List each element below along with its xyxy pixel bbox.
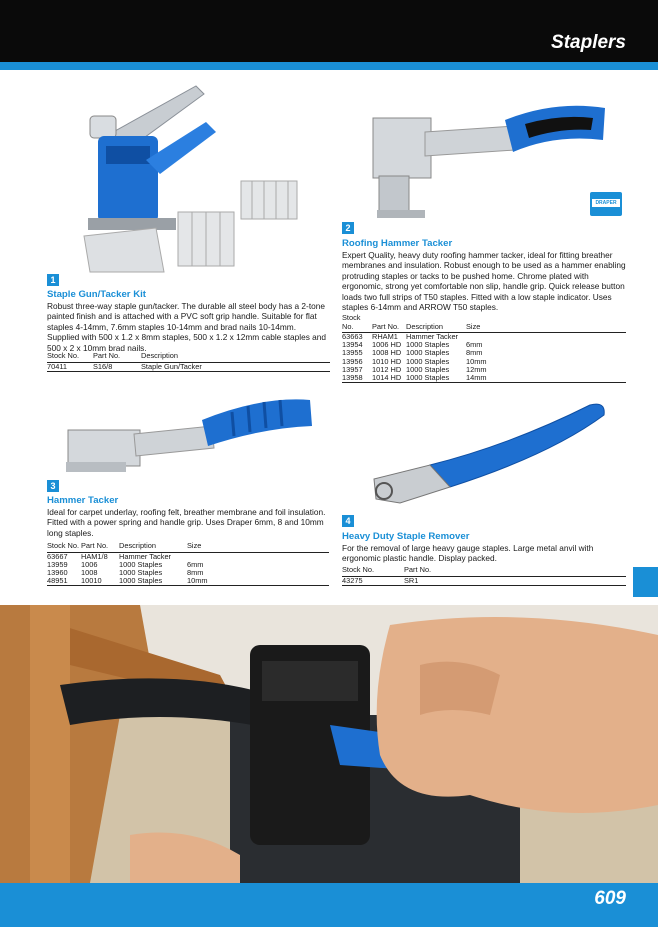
table-cell: 13958 (342, 374, 372, 383)
table-row (342, 374, 626, 383)
table-cell (466, 333, 626, 342)
table-cell: RHAM1 (372, 332, 398, 341)
table-cell: 1000 Staples (406, 374, 466, 383)
table-cell: 12mm (466, 364, 487, 374)
table-cell: Hammer Tacker (119, 551, 172, 561)
table-cell: 1008 (81, 567, 98, 577)
product-number-4: 4 (342, 515, 354, 527)
table-row (47, 362, 330, 371)
table-row (47, 577, 329, 586)
column-header: Part No. (372, 314, 406, 333)
table-cell: 13955 (342, 348, 363, 358)
column-header: Description (406, 314, 466, 333)
table-cell: 13957 (342, 364, 363, 374)
table-cell: SR1 (404, 576, 626, 585)
table-cell: 6mm (187, 559, 204, 569)
table-cell: 1012 HD (372, 364, 402, 374)
table-cell: 8mm (466, 348, 483, 358)
table-cell: 10mm (466, 356, 487, 366)
footer-bar (0, 883, 658, 927)
table-cell (187, 552, 329, 561)
table-header-row (342, 314, 626, 333)
page-title: Staplers (551, 32, 626, 53)
product-description-2: Expert Quality, heavy duty roofing hammer tacker, ideal for fitting breather membranes and insulation. Robust enough to be used as a hammer enabling protruding staples or tacks to be pushed home. Chrome plated with ergonomic, strong yet comfortable non slip, handle grip. Quick release button loads two full strips of T50 staples. Fitted with a low staple indicator. Uses staples 6-14mm and ARROW T50 staples. (342, 250, 626, 313)
column-header: Size (187, 542, 329, 552)
column-header: Stock No. (342, 566, 404, 576)
table-cell: 1006 (81, 559, 98, 569)
table-cell: 6mm (466, 340, 483, 350)
table-cell: 1000 Staples (406, 348, 450, 358)
column-header: Description (119, 542, 187, 552)
draper-expert-logo (590, 192, 622, 216)
table-cell: 1006 HD (372, 340, 402, 350)
page-number: 609 (594, 888, 626, 909)
table-header-row (47, 542, 329, 552)
table-cell: 48951 (47, 577, 81, 586)
spec-table-4 (342, 566, 626, 586)
product-number-3: 3 (47, 480, 59, 492)
table-cell: 1000 Staples (119, 559, 163, 569)
table-header-row (342, 566, 626, 576)
spec-table-2 (342, 314, 626, 383)
spec-table-3 (47, 542, 329, 586)
table-cell: 8mm (187, 567, 204, 577)
table-cell: 63663 (342, 332, 363, 341)
column-header: Stock No. (47, 352, 93, 362)
staple-remover-image (370, 395, 610, 510)
product-description-4: For the removal of large heavy gauge staples. Large metal anvil with ergonomic plastic handle. Display packed. (342, 543, 594, 564)
column-header: Description (141, 352, 330, 362)
header-stripe (0, 62, 658, 70)
lifestyle-photo (0, 605, 658, 883)
table-cell: 13960 (47, 567, 68, 577)
product-title-4: Heavy Duty Staple Remover (342, 531, 470, 542)
roofing-hammer-tacker-image (365, 90, 610, 230)
column-header: Size (466, 314, 626, 333)
product-number-1: 1 (47, 274, 59, 286)
product-description-1: Robust three-way staple gun/tacker. The durable all steel body has a 2-tone painted finish and is attached with a PVC soft grip handle. Suitable for flat staples 4-14mm, 7.6mm staples 10-14mm and brad nails 10-14mm. Supplied with 500 x 1.2 x 8mm staples, 500 x 1.2 x 12mm cable staples and 500 x 2 x 10mm brad nails. (47, 301, 327, 353)
product-number-2: 2 (342, 222, 354, 234)
table-cell: 1010 HD (372, 356, 402, 366)
spec-table-1 (47, 352, 330, 372)
table-header-row (47, 352, 330, 362)
product-title-3: Hammer Tacker (47, 495, 119, 506)
table-cell: HAM1/8 (81, 551, 108, 561)
product-title-2: Roofing Hammer Tacker (342, 238, 453, 249)
table-cell: Hammer Tacker (406, 332, 459, 341)
logo-text: DRAPER EXPERT (592, 199, 620, 207)
column-header: Stock No. (342, 314, 372, 333)
table-cell: 10010 (81, 577, 119, 586)
table-cell: 13954 (342, 340, 363, 350)
table-cell: 1000 Staples (406, 356, 450, 366)
table-cell: 1000 Staples (406, 340, 450, 350)
column-header: Stock No. (47, 541, 80, 550)
table-cell: 13959 (47, 559, 68, 569)
staple-gun-kit-image (76, 76, 306, 276)
table-cell: S16/8 (93, 362, 141, 371)
table-cell: 1014 HD (372, 374, 406, 383)
product-description-3: Ideal for carpet underlay, roofing felt, breather membrane and foil insulation. Fitted with a power spring and handle grip. Uses Draper 6mm, 8 and 10mm long staples. (47, 507, 326, 538)
table-cell: 1000 Staples (406, 364, 450, 374)
section-tab (633, 567, 658, 597)
table-cell: Staple Gun/Tacker (141, 362, 330, 371)
table-cell: 13956 (342, 356, 363, 366)
table-cell: 1008 HD (372, 348, 402, 358)
table-cell: 43275 (342, 576, 404, 585)
column-header: Part No. (93, 352, 141, 362)
column-header: Part No. (404, 566, 626, 576)
product-title-1: Staple Gun/Tacker Kit (47, 289, 146, 300)
table-cell: 63667 (47, 551, 68, 561)
table-cell: 10mm (187, 577, 329, 586)
table-cell: 1000 Staples (119, 577, 187, 586)
table-row (342, 576, 626, 585)
table-cell: 70411 (47, 362, 93, 371)
hammer-tacker-image (62, 390, 317, 485)
table-cell: 1000 Staples (119, 567, 163, 577)
table-cell: 14mm (466, 374, 626, 383)
column-header: Part No. (81, 542, 119, 552)
